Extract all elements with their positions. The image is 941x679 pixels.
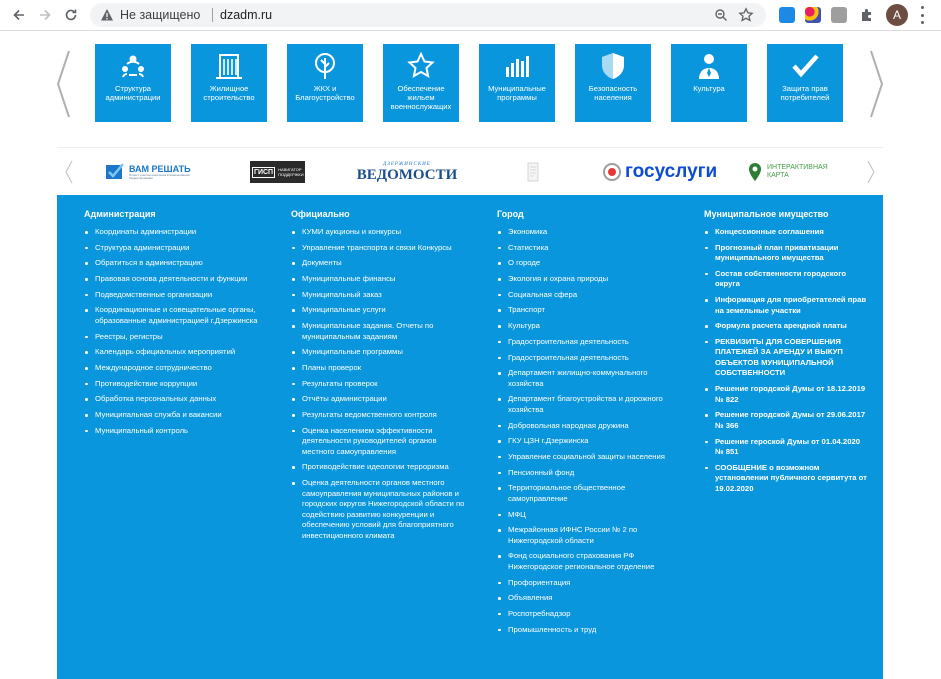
footer-link[interactable]: Социальная сфера <box>497 290 672 301</box>
people-network-icon <box>118 51 148 81</box>
footer-link[interactable]: Культура <box>497 321 672 332</box>
column-municipal-property <box>704 209 869 499</box>
footer-link[interactable]: О городе <box>497 258 672 269</box>
footer-link[interactable]: Объявления <box>497 593 672 604</box>
shield-icon <box>598 51 628 81</box>
footer-link[interactable]: Правовая основа деятельности и функции <box>84 274 259 285</box>
footer-link[interactable]: Решение героской Думы от 01.04.2020 № 851 <box>704 437 869 458</box>
tile-structure[interactable] <box>95 44 171 122</box>
footer-link[interactable]: Противодействие идеологии терроризма <box>291 462 466 473</box>
footer-link[interactable]: Формула расчета арендной платы <box>704 321 869 332</box>
footer-link[interactable]: Состав собственности городского округа <box>704 269 869 290</box>
vam-reshat-subtitle: Проект участия населения в инициативном бюджетировании <box>129 173 190 180</box>
footer-link[interactable]: Отчёты администрации <box>291 394 466 405</box>
partner-logos-carousel <box>57 147 883 195</box>
image-extension-icon[interactable] <box>831 7 847 23</box>
footer-link[interactable]: Календарь официальных мероприятий <box>84 347 259 358</box>
column-title: Администрация <box>84 209 156 219</box>
back-arrow-icon[interactable] <box>8 4 30 26</box>
tile-culture[interactable] <box>671 44 747 122</box>
footer-link[interactable]: Муниципальный контроль <box>84 426 259 437</box>
column-city <box>497 209 672 640</box>
web-page <box>0 31 941 679</box>
navigator-label: НАВИГАТОР ПОДДЕРЖКИ <box>278 167 304 177</box>
tile-label: Жилищное строительство <box>203 84 255 102</box>
footer-link[interactable]: Противодействие коррупции <box>84 379 259 390</box>
column-links <box>84 227 259 436</box>
footer-link[interactable]: Транспорт <box>497 305 672 316</box>
tree-icon <box>310 51 340 81</box>
column-title: Муниципальное имущество <box>704 209 829 219</box>
footer-link[interactable]: Результаты ведомственного контроля <box>291 410 466 421</box>
color-extension-icon[interactable] <box>805 7 821 23</box>
bookmark-star-icon[interactable] <box>738 7 754 23</box>
footer-link[interactable]: Решение городской Думы от 29.06.2017 № 366 <box>704 410 869 431</box>
footer-link[interactable]: Территориальное общественное самоуправление <box>497 483 672 504</box>
navigator-abbr: ГИСП <box>254 168 274 176</box>
address-separator <box>212 8 213 22</box>
footer-link[interactable]: Реестры, регистры <box>84 332 259 343</box>
footer-link[interactable]: Статистика <box>497 243 672 254</box>
footer-link[interactable]: Структура администрации <box>84 243 259 254</box>
vam-reshat-check-icon <box>105 162 125 182</box>
footer-link[interactable]: Решение городской Думы от 18.12.2019 № 822 <box>704 384 869 405</box>
footer-link[interactable]: Роспотребнадзор <box>497 609 672 620</box>
footer-link[interactable]: Муниципальные программы <box>291 347 466 358</box>
map-pin-icon <box>747 162 763 182</box>
footer-link[interactable]: Управление транспорта и связи Конкурсы <box>291 243 466 254</box>
column-links <box>497 227 672 635</box>
footer-link[interactable]: ГКУ ЦЗН г.Дзержинска <box>497 436 672 447</box>
footer-link[interactable]: Подведомственные организации <box>84 290 259 301</box>
puzzle-extensions-icon[interactable] <box>859 7 875 23</box>
tile-consumer-rights[interactable] <box>767 44 843 122</box>
footer-link[interactable]: Департамент благоустройства и дорожного хозяйства <box>497 394 672 415</box>
zoom-icon[interactable] <box>714 8 728 22</box>
reload-icon[interactable] <box>60 4 82 26</box>
gosuslugi-text: госуслуги <box>625 161 718 182</box>
checkmark-icon <box>790 51 820 81</box>
footer-link[interactable]: Градостроительная деятельность <box>497 353 672 364</box>
security-label[interactable]: Не защищено <box>120 8 201 22</box>
footer-link[interactable]: Муниципальные услуги <box>291 305 466 316</box>
footer-link[interactable]: Концессионные соглашения <box>704 227 869 238</box>
column-administration <box>84 209 259 441</box>
footer-link[interactable]: Обработка персональных данных <box>84 394 259 405</box>
footer-link[interactable]: Муниципальные задания. Отчеты по муниципальным заданиям <box>291 321 466 342</box>
logos-prev-arrow-icon[interactable] <box>65 160 73 184</box>
tile-label: Культура <box>693 84 725 93</box>
tile-safety[interactable] <box>575 44 651 122</box>
tile-housing[interactable] <box>191 44 267 122</box>
tile-label: ЖКХ и Благоустройство <box>295 84 355 102</box>
footer-link[interactable]: Фонд социального страхования РФ Нижегородское региональное отделение <box>497 551 672 572</box>
column-links <box>291 227 466 541</box>
column-links <box>704 227 869 494</box>
footer-sitemap <box>57 195 883 679</box>
warning-icon <box>100 8 114 22</box>
tile-military-housing[interactable] <box>383 44 459 122</box>
column-official <box>291 209 466 546</box>
logo-interactive-map[interactable] <box>747 156 837 188</box>
footer-link[interactable]: Оценка населением эффективности деятельности руководителей органов местного самоуправления <box>291 426 466 458</box>
footer-link[interactable]: Экономика <box>497 227 672 238</box>
tile-label: Муниципальные программы <box>488 84 546 102</box>
logo-small-document[interactable] <box>527 156 541 188</box>
footer-link[interactable]: Пенсионный фонд <box>497 468 672 479</box>
tile-label: Обеспечение жильем военнослужащих <box>390 84 452 111</box>
footer-link[interactable]: Документы <box>291 258 466 269</box>
quick-links-tiles <box>95 44 875 124</box>
footer-link[interactable]: Планы проверок <box>291 363 466 374</box>
footer-link[interactable]: Координационные и совещательные органы, образованные администрацией г.Дзержинска <box>84 305 259 326</box>
footer-link[interactable]: Оценка деятельности органов местного самоуправления муниципальных районов и городских округов Нижегородской области по содействию развитию конкуренции и обеспечению условий для благоприятного инвестиционного климата <box>291 478 466 541</box>
tile-label: Безопасность населения <box>588 84 638 102</box>
footer-link[interactable]: Результаты проверок <box>291 379 466 390</box>
footer-link[interactable]: Межрайонная ИФНС России № 2 по Нижегородской области <box>497 525 672 546</box>
footer-link[interactable]: РЕКВИЗИТЫ ДЛЯ СОВЕРШЕНИЯ ПЛАТЕЖЕЙ ЗА АРЕНДУ И ВЫКУП ОБЪЕКТОВ МУНИЦИПАЛЬНОЙ СОБСТВЕННОСТИ <box>704 337 869 379</box>
address-bar[interactable] <box>90 3 766 27</box>
footer-link[interactable]: Прогнозный план приватизации муниципального имущества <box>704 243 869 264</box>
footer-link[interactable]: Добровольная народная дружина <box>497 421 672 432</box>
person-icon <box>694 51 724 81</box>
logos-next-arrow-icon[interactable] <box>867 160 875 184</box>
vedomosti-top: ДЗЕРЖИНСКИЕ <box>383 161 431 167</box>
column-title: Город <box>497 209 524 219</box>
footer-link[interactable]: СООБЩЕНИЕ о возможном установлении публичного сервитута от 19.02.2020 <box>704 463 869 495</box>
footer-link[interactable]: МФЦ <box>497 510 672 521</box>
building-icon <box>214 51 244 81</box>
interactive-map-text: ИНТЕРАКТИВНАЯ КАРТА <box>767 164 828 179</box>
browser-menu-icon[interactable] <box>919 6 925 24</box>
document-icon <box>527 162 539 182</box>
logo-vam-reshat[interactable] <box>105 156 201 188</box>
vedomosti-title: ВЕДОМОСТИ <box>356 166 458 183</box>
footer-link[interactable]: Департамент жилищно-коммунального хозяйства <box>497 368 672 389</box>
footer-link[interactable]: Координаты администрации <box>84 227 259 238</box>
footer-link[interactable]: Экология и охрана природы <box>497 274 672 285</box>
column-title: Официально <box>291 209 350 219</box>
tile-label: Структура администрации <box>105 84 161 102</box>
logo-navigator[interactable] <box>250 156 305 188</box>
profile-avatar[interactable]: A <box>886 4 908 26</box>
footer-link[interactable]: КУМИ аукционы и конкурсы <box>291 227 466 238</box>
tile-utilities[interactable] <box>287 44 363 122</box>
forward-arrow-icon[interactable] <box>34 4 56 26</box>
star-icon <box>406 51 436 81</box>
footer-link[interactable]: Промышленность и труд <box>497 625 672 636</box>
browser-toolbar <box>0 0 941 31</box>
tile-label: Защита прав потребителей <box>780 84 830 102</box>
footer-link[interactable]: Муниципальная служба и вакансии <box>84 410 259 421</box>
url-text[interactable]: dzadm.ru <box>220 8 273 22</box>
footer-link[interactable]: Обратиться в администрацию <box>84 258 259 269</box>
gosuslugi-icon <box>602 162 622 182</box>
footer-link[interactable]: Муниципальные финансы <box>291 274 466 285</box>
tile-municipal-programs[interactable] <box>479 44 555 122</box>
bar-chart-icon <box>502 51 532 81</box>
footer-link[interactable]: Информация для приобретателей прав на земельные участки <box>704 295 869 316</box>
footer-link[interactable]: Профориентация <box>497 578 672 589</box>
pdf-extension-icon[interactable] <box>779 7 795 23</box>
tiles-prev-arrow-icon[interactable] <box>55 49 71 119</box>
logo-vedomosti[interactable] <box>356 156 458 188</box>
footer-link[interactable]: Муниципальный заказ <box>291 290 466 301</box>
footer-link[interactable]: Управление социальной защиты населения <box>497 452 672 463</box>
logo-gosuslugi[interactable] <box>602 156 727 188</box>
vam-reshat-title: ВАМ РЕШАТЬ <box>129 163 191 174</box>
footer-link[interactable]: Градостроительная деятельность <box>497 337 672 348</box>
footer-link[interactable]: Международное сотрудничество <box>84 363 259 374</box>
